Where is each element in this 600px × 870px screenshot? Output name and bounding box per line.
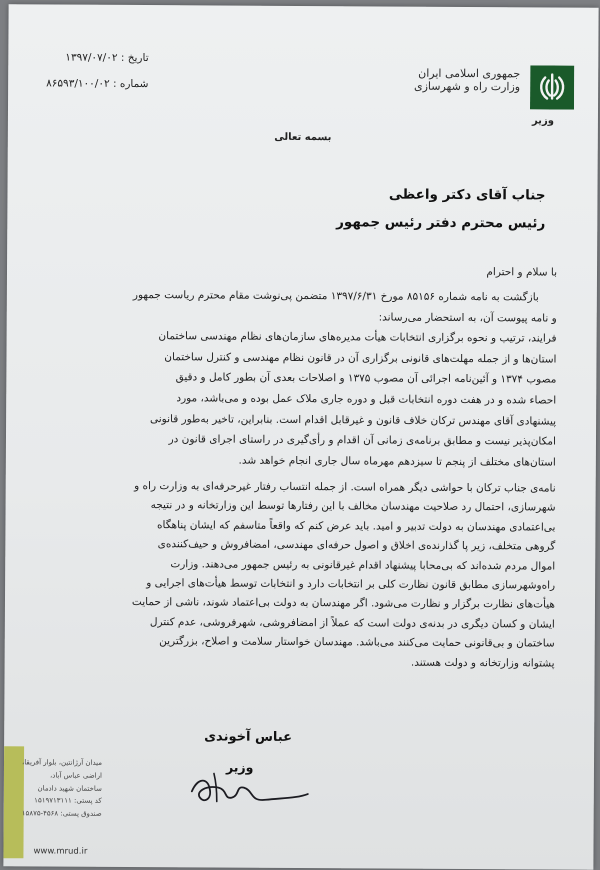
body-line: فرایند، ترتیب و نحوه برگزاری انتخابات هیأت مدیره‌های سازمان‌های نظام مهندسی ساختمان bbox=[158, 330, 557, 345]
iran-emblem-icon bbox=[530, 65, 574, 109]
body-line: پیشنهادی آقای مهندس ترکان خلاف قانون و غیرقابل اقدام است. بنابراین، تاخیر به‌طور قانونی bbox=[149, 412, 557, 428]
body-line: ساختمان و بی‌قانونی حمایت می‌کنند می‌باشد. مهندسان خواستار سلامت و اصلاح، بزرگترین bbox=[159, 635, 555, 650]
footer-accent-bar bbox=[3, 746, 24, 858]
body-line: استان‌های مختلف از پنجم تا سیزدهم مهرماه سال جاری انجام خواهد شد. bbox=[238, 454, 556, 469]
letter-meta bbox=[46, 44, 149, 97]
body-paragraph-1 bbox=[36, 284, 557, 473]
bismillah: بسمه تعالی bbox=[274, 131, 332, 144]
footer-address-line: میدان آرژانتین، بلوار آفریقا، bbox=[22, 758, 103, 767]
addressee-title: رئیس محترم دفتر رئیس جمهور bbox=[336, 214, 546, 232]
number-value: ۸۶۵۹۳/۱۰۰/۰۲ bbox=[46, 77, 110, 90]
body-line: بی‌اعتمادی مهندسان به دولت تدبیر و امید. باید عرض کنم که واقعاً متاسفم که ایشان پناهگاه bbox=[157, 518, 556, 534]
letter-page bbox=[3, 4, 598, 870]
salutation: با سلام و احترام bbox=[486, 266, 558, 279]
letterhead bbox=[414, 67, 520, 94]
footer-address-line: اراضی عباس آباد، bbox=[50, 771, 102, 780]
body-line: هیأت‌های نظارت برگزار و نظارت می‌شود. اگر مهندسان به دولت بی‌اعتماد شوند، ناشی از حمایت bbox=[131, 596, 556, 611]
signatory-name: عباس آخوندی bbox=[204, 729, 293, 745]
letterhead-office: وزیر bbox=[531, 115, 554, 127]
body-line: راه‌وشهرسازی مطابق قانون نظارت کلی بر انتخابات دارد و انتخابات توسط هیأت‌های اجرایی و bbox=[146, 577, 556, 592]
body-line: پشتوانه وزارتخانه و دولت هستند. bbox=[410, 656, 555, 670]
addressee-name: جناب آقای دکتر واعظی bbox=[388, 186, 546, 204]
footer-address-line: کد پستی: ۱۵۱۹۷۱۳۱۱۱ bbox=[34, 796, 102, 806]
number-row bbox=[46, 70, 149, 97]
body-line: مصوب ۱۳۷۴ و آئین‌نامه اجرائی آن مصوب ۱۳۷۵ و اصلاحات بعدی آن بطور کامل و دقیق bbox=[175, 371, 557, 386]
body-line: بازگشت به نامه شماره ۸۵۱۵۶ مورخ ۱۳۹۷/۶/۳۱ متضمن پی‌نوشت مقام محترم ریاست جمهور bbox=[132, 288, 539, 304]
body-line: اموال مردم شده‌اند که بی‌محابا پیشنهاد اقدام غیرقانونی به رئیس جمهور می‌دهند. وزارت bbox=[170, 557, 556, 573]
body-line: احصاء شده و در هفت دوره انتخابات قبل و دوره جاری ملاک عمل بوده و می‌باشد، مورد bbox=[176, 392, 557, 407]
body-line: شهرسازی، احتمال رد صلاحیت مهندسان مخالف با این رفتارها توسط این وزارتخانه و در نتیجه bbox=[150, 499, 556, 514]
letterhead-line-country: جمهوری اسلامی ایران bbox=[418, 66, 521, 81]
footer-address-line: ساختمان شهید دادمان bbox=[37, 783, 102, 793]
handwritten-signature bbox=[184, 767, 314, 818]
footer-website: www.mrud.ir bbox=[33, 846, 88, 857]
signatory-title: وزیر bbox=[225, 759, 254, 775]
body-line: ایشان و کسان دیگری در بدنه‌ی دولت است که عملاً از امضافروشی، شهرفروشی، عدم کنترل bbox=[149, 615, 555, 631]
body-line: و نامه پیوست آن، به استحضار می‌رساند: bbox=[378, 311, 557, 325]
body-line: نامه‌ی جناب ترکان با حواشی دیگر همراه است. از جمله انتساب رفتار غیرحرفه‌ای به وزارت راه و bbox=[134, 479, 556, 495]
body-line: استان‌ها و از جمله مهلت‌های قانونی برگزاری آن در قانون نظام مهندسی و کنترل ساختمان bbox=[164, 350, 557, 366]
body-line: امکان‌پذیر نیست و مطابق برنامه‌ی زمانی آن اقدام و رأی‌گیری در راستای اجرای قانون در bbox=[168, 433, 557, 448]
footer-address bbox=[21, 756, 103, 820]
date-value: ۱۳۹۷/۰۷/۰۲ bbox=[65, 51, 118, 64]
date-label: تاریخ : bbox=[120, 51, 149, 65]
body-line: گروهی متخلف، زیر پا گذارنده‌ی اخلاق و اصول حرفه‌ای مهندسی، امضافروش و حیف‌کننده‌ی bbox=[157, 538, 556, 553]
footer-address-line: صندوق پستی: ۴۵۶۸-۱۵۸۷۵ bbox=[21, 809, 102, 818]
number-label: شماره : bbox=[112, 77, 149, 91]
date-row bbox=[46, 44, 149, 71]
letterhead-line-ministry: وزارت راه و شهرسازی bbox=[413, 79, 521, 94]
body-paragraph-2 bbox=[35, 476, 556, 673]
